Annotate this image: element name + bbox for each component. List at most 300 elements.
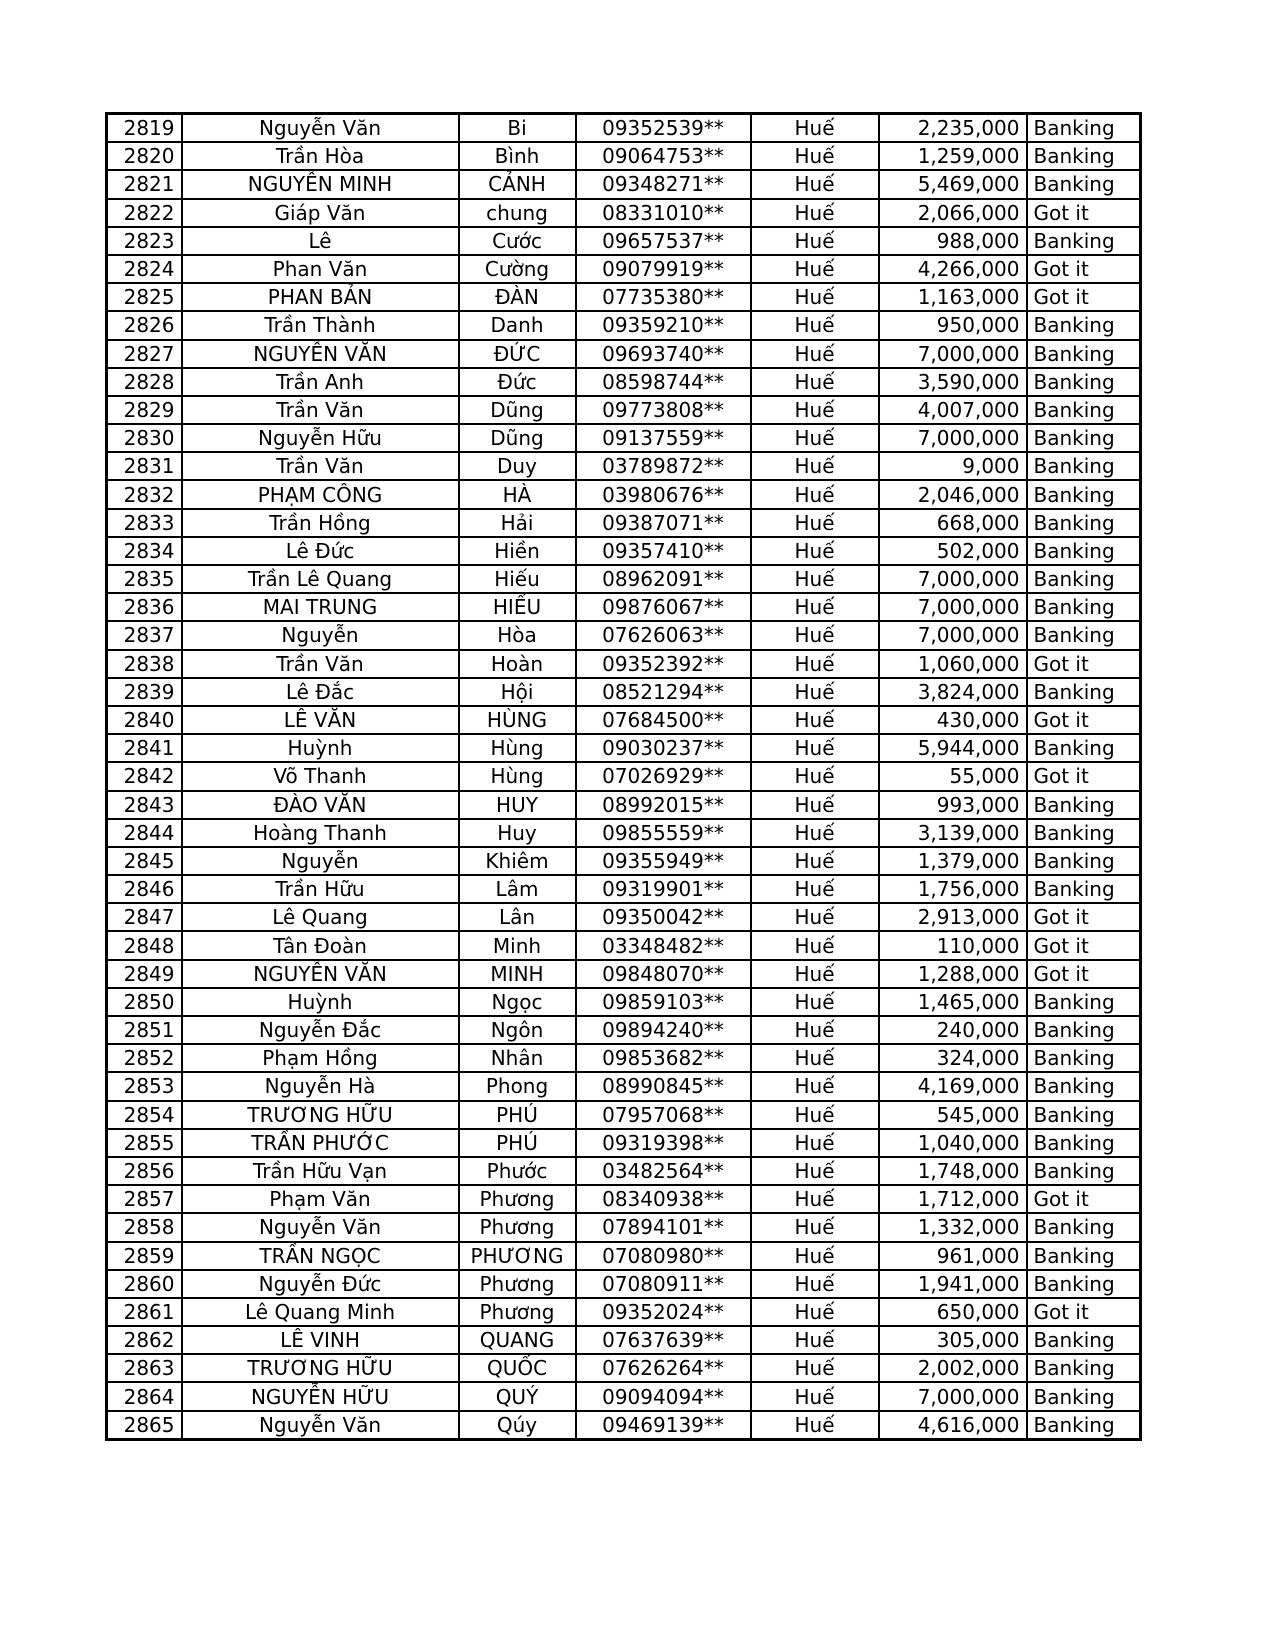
first-name: Phước [459,1157,576,1185]
row-number: 2850 [107,988,182,1016]
last-middle-name: Trần Hữu [182,875,459,903]
row-number: 2840 [107,706,182,734]
amount: 55,000 [879,762,1027,790]
province: Huế [751,650,879,678]
amount: 1,756,000 [879,875,1027,903]
first-name: Lân [459,903,576,931]
table-row [107,734,1141,762]
first-name: Dũng [459,424,576,452]
table-row [107,1354,1141,1382]
phone-masked: 09357410** [576,537,751,565]
phone-masked: 09137559** [576,424,751,452]
amount: 430,000 [879,706,1027,734]
phone-masked: 09319901** [576,875,751,903]
table-row [107,1270,1141,1298]
row-number: 2831 [107,452,182,480]
province: Huế [751,170,879,198]
province: Huế [751,509,879,537]
amount: 305,000 [879,1326,1027,1354]
amount: 240,000 [879,1016,1027,1044]
amount: 1,259,000 [879,142,1027,170]
last-middle-name: LÊ VĂN [182,706,459,734]
row-number: 2845 [107,847,182,875]
amount: 993,000 [879,791,1027,819]
amount: 1,465,000 [879,988,1027,1016]
table-row [107,1157,1141,1185]
table-row [107,960,1141,988]
last-middle-name: Nguyễn Hữu [182,424,459,452]
amount: 988,000 [879,227,1027,255]
province: Huế [751,988,879,1016]
last-middle-name: Tân Đoàn [182,931,459,959]
phone-masked: 07684500** [576,706,751,734]
payment-status: Banking [1027,1326,1141,1354]
payment-status: Banking [1027,1072,1141,1100]
province: Huế [751,1157,879,1185]
phone-masked: 09352539** [576,114,751,143]
row-number: 2856 [107,1157,182,1185]
row-number: 2852 [107,1044,182,1072]
province: Huế [751,311,879,339]
phone-masked: 09064753** [576,142,751,170]
phone-masked: 08598744** [576,368,751,396]
payment-status: Got it [1027,650,1141,678]
phone-masked: 03482564** [576,1157,751,1185]
row-number: 2855 [107,1129,182,1157]
last-middle-name: NGUYỄN VĂN [182,960,459,988]
phone-masked: 09773808** [576,396,751,424]
phone-masked: 09387071** [576,509,751,537]
last-middle-name: PHAN BẢN [182,283,459,311]
phone-masked: 07894101** [576,1213,751,1241]
table-row [107,1185,1141,1213]
first-name: HÙNG [459,706,576,734]
table-row [107,311,1141,339]
last-middle-name: Nguyễn Đức [182,1270,459,1298]
amount: 1,941,000 [879,1270,1027,1298]
payment-status: Banking [1027,396,1141,424]
payment-status: Banking [1027,1044,1141,1072]
amount: 1,163,000 [879,283,1027,311]
row-number: 2859 [107,1242,182,1270]
province: Huế [751,1072,879,1100]
province: Huế [751,255,879,283]
last-middle-name: Trần Thành [182,311,459,339]
last-middle-name: MAI TRUNG [182,593,459,621]
first-name: Hùng [459,762,576,790]
phone-masked: 08962091** [576,565,751,593]
phone-masked: 08990845** [576,1072,751,1100]
amount: 668,000 [879,509,1027,537]
amount: 7,000,000 [879,1382,1027,1410]
last-middle-name: NGUYỄN VĂN [182,340,459,368]
table-row [107,396,1141,424]
last-middle-name: PHẠM CÔNG [182,480,459,508]
phone-masked: 07626264** [576,1354,751,1382]
first-name: Phương [459,1213,576,1241]
province: Huế [751,1101,879,1129]
last-middle-name: Lê Đức [182,537,459,565]
province: Huế [751,396,879,424]
payment-status: Banking [1027,1270,1141,1298]
row-number: 2860 [107,1270,182,1298]
phone-masked: 09859103** [576,988,751,1016]
phone-masked: 09876067** [576,593,751,621]
last-middle-name: Trần Hữu Vạn [182,1157,459,1185]
province: Huế [751,537,879,565]
amount: 324,000 [879,1044,1027,1072]
row-number: 2824 [107,255,182,283]
amount: 2,066,000 [879,199,1027,227]
first-name: Đức [459,368,576,396]
row-number: 2851 [107,1016,182,1044]
phone-masked: 09469139** [576,1411,751,1440]
phone-masked: 09894240** [576,1016,751,1044]
row-number: 2865 [107,1411,182,1440]
payment-status: Banking [1027,1411,1141,1440]
province: Huế [751,931,879,959]
amount: 1,379,000 [879,847,1027,875]
last-middle-name: Nguyễn [182,847,459,875]
first-name: QUÝ [459,1382,576,1410]
last-middle-name: Phạm Văn [182,1185,459,1213]
amount: 1,288,000 [879,960,1027,988]
phone-masked: 08340938** [576,1185,751,1213]
phone-masked: 09094094** [576,1382,751,1410]
first-name: Danh [459,311,576,339]
phone-masked: 09853682** [576,1044,751,1072]
first-name: Khiêm [459,847,576,875]
row-number: 2842 [107,762,182,790]
payment-status: Got it [1027,931,1141,959]
phone-masked: 03348482** [576,931,751,959]
amount: 7,000,000 [879,565,1027,593]
phone-masked: 09657537** [576,227,751,255]
row-number: 2862 [107,1326,182,1354]
row-number: 2863 [107,1354,182,1382]
first-name: HIẾU [459,593,576,621]
first-name: Hòa [459,621,576,649]
province: Huế [751,762,879,790]
table-row [107,509,1141,537]
payment-status: Banking [1027,734,1141,762]
last-middle-name: Huỳnh [182,988,459,1016]
province: Huế [751,565,879,593]
table-row [107,847,1141,875]
payment-status: Banking [1027,621,1141,649]
province: Huế [751,791,879,819]
province: Huế [751,706,879,734]
phone-masked: 03980676** [576,480,751,508]
table-row [107,368,1141,396]
payment-status: Got it [1027,199,1141,227]
first-name: MINH [459,960,576,988]
last-middle-name: Lê [182,227,459,255]
first-name: Hùng [459,734,576,762]
row-number: 2854 [107,1101,182,1129]
last-middle-name: Nguyễn Văn [182,1411,459,1440]
province: Huế [751,734,879,762]
phone-masked: 09848070** [576,960,751,988]
row-number: 2820 [107,142,182,170]
amount: 650,000 [879,1298,1027,1326]
last-middle-name: Trần Văn [182,396,459,424]
row-number: 2823 [107,227,182,255]
table-row [107,227,1141,255]
amount: 545,000 [879,1101,1027,1129]
table-row [107,678,1141,706]
table-row [107,1016,1141,1044]
province: Huế [751,227,879,255]
first-name: chung [459,199,576,227]
last-middle-name: TRƯƠNG HỮU [182,1354,459,1382]
payment-status: Banking [1027,424,1141,452]
amount: 7,000,000 [879,424,1027,452]
last-middle-name: Hoàng Thanh [182,819,459,847]
table-row [107,1129,1141,1157]
phone-masked: 07080980** [576,1242,751,1270]
amount: 4,169,000 [879,1072,1027,1100]
last-middle-name: Trần Văn [182,650,459,678]
last-middle-name: NGUYỄN MINH [182,170,459,198]
payment-status: Banking [1027,1213,1141,1241]
table-row [107,1242,1141,1270]
row-number: 2848 [107,931,182,959]
table-row [107,142,1141,170]
phone-masked: 07957068** [576,1101,751,1129]
province: Huế [751,1185,879,1213]
table-row [107,424,1141,452]
amount: 4,266,000 [879,255,1027,283]
province: Huế [751,340,879,368]
phone-masked: 07637639** [576,1326,751,1354]
amount: 961,000 [879,1242,1027,1270]
first-name: Phong [459,1072,576,1100]
first-name: Phương [459,1298,576,1326]
first-name: Phương [459,1185,576,1213]
phone-masked: 07626063** [576,621,751,649]
first-name: HUY [459,791,576,819]
row-number: 2828 [107,368,182,396]
first-name: Duy [459,452,576,480]
table-row [107,1044,1141,1072]
first-name: Minh [459,931,576,959]
amount: 7,000,000 [879,621,1027,649]
row-number: 2857 [107,1185,182,1213]
table-row [107,988,1141,1016]
amount: 5,469,000 [879,170,1027,198]
row-number: 2830 [107,424,182,452]
amount: 1,060,000 [879,650,1027,678]
table-row [107,1213,1141,1241]
row-number: 2835 [107,565,182,593]
province: Huế [751,424,879,452]
table-body [107,114,1141,1440]
province: Huế [751,368,879,396]
amount: 3,139,000 [879,819,1027,847]
last-middle-name: Nguyễn Văn [182,1213,459,1241]
payment-status: Got it [1027,283,1141,311]
payment-status: Banking [1027,1101,1141,1129]
payment-status: Banking [1027,227,1141,255]
province: Huế [751,1242,879,1270]
table-row [107,875,1141,903]
row-number: 2825 [107,283,182,311]
first-name: Hiếu [459,565,576,593]
table-row [107,621,1141,649]
phone-masked: 09352392** [576,650,751,678]
table-row [107,1298,1141,1326]
row-number: 2837 [107,621,182,649]
phone-masked: 09348271** [576,170,751,198]
amount: 5,944,000 [879,734,1027,762]
payment-status: Banking [1027,988,1141,1016]
province: Huế [751,1298,879,1326]
first-name: CẢNH [459,170,576,198]
province: Huế [751,283,879,311]
last-middle-name: Trần Lê Quang [182,565,459,593]
row-number: 2836 [107,593,182,621]
payment-status: Banking [1027,340,1141,368]
table-row [107,650,1141,678]
first-name: Huy [459,819,576,847]
row-number: 2822 [107,199,182,227]
payment-status: Banking [1027,170,1141,198]
phone-masked: 08992015** [576,791,751,819]
first-name: Bi [459,114,576,143]
province: Huế [751,1129,879,1157]
row-number: 2846 [107,875,182,903]
table-row [107,931,1141,959]
row-number: 2834 [107,537,182,565]
last-middle-name: Trần Hồng [182,509,459,537]
table-row [107,1411,1141,1440]
table-row [107,480,1141,508]
amount: 3,824,000 [879,678,1027,706]
table-row [107,1072,1141,1100]
last-middle-name: Võ Thanh [182,762,459,790]
last-middle-name: NGUYỄN HỮU [182,1382,459,1410]
last-middle-name: Nguyễn Đắc [182,1016,459,1044]
payment-status: Got it [1027,255,1141,283]
province: Huế [751,847,879,875]
table-row [107,819,1141,847]
first-name: Hiền [459,537,576,565]
phone-masked: 09079919** [576,255,751,283]
last-middle-name: TRẦN NGỌC [182,1242,459,1270]
amount: 950,000 [879,311,1027,339]
payment-status: Banking [1027,819,1141,847]
province: Huế [751,593,879,621]
province: Huế [751,480,879,508]
amount: 9,000 [879,452,1027,480]
first-name: Cường [459,255,576,283]
last-middle-name: Trần Văn [182,452,459,480]
payment-status: Banking [1027,1129,1141,1157]
table-row [107,1382,1141,1410]
last-middle-name: ĐÀO VĂN [182,791,459,819]
phone-masked: 09352024** [576,1298,751,1326]
province: Huế [751,1213,879,1241]
first-name: ĐÀN [459,283,576,311]
row-number: 2829 [107,396,182,424]
amount: 3,590,000 [879,368,1027,396]
first-name: Lâm [459,875,576,903]
first-name: HÀ [459,480,576,508]
phone-masked: 09855559** [576,819,751,847]
payment-status: Got it [1027,706,1141,734]
table-row [107,1101,1141,1129]
table-row [107,903,1141,931]
province: Huế [751,875,879,903]
amount: 1,748,000 [879,1157,1027,1185]
phone-masked: 07080911** [576,1270,751,1298]
last-middle-name: Trần Hòa [182,142,459,170]
payment-status: Banking [1027,791,1141,819]
payment-status: Banking [1027,593,1141,621]
province: Huế [751,114,879,143]
first-name: Qúy [459,1411,576,1440]
amount: 4,007,000 [879,396,1027,424]
phone-masked: 08521294** [576,678,751,706]
table-row [107,1326,1141,1354]
row-number: 2853 [107,1072,182,1100]
row-number: 2832 [107,480,182,508]
phone-masked: 09030237** [576,734,751,762]
amount: 7,000,000 [879,593,1027,621]
table-row [107,452,1141,480]
table-row [107,114,1141,143]
payment-status: Got it [1027,903,1141,931]
payment-status: Got it [1027,1185,1141,1213]
amount: 2,046,000 [879,480,1027,508]
payment-status: Banking [1027,1354,1141,1382]
first-name: Hải [459,509,576,537]
first-name: Phương [459,1270,576,1298]
payment-status: Banking [1027,1242,1141,1270]
amount: 7,000,000 [879,340,1027,368]
row-number: 2839 [107,678,182,706]
last-middle-name: Nguyễn [182,621,459,649]
row-number: 2849 [107,960,182,988]
last-middle-name: Huỳnh [182,734,459,762]
first-name: PHƯƠNG [459,1242,576,1270]
row-number: 2841 [107,734,182,762]
row-number: 2844 [107,819,182,847]
payment-status: Banking [1027,509,1141,537]
amount: 1,712,000 [879,1185,1027,1213]
payment-status: Got it [1027,1298,1141,1326]
amount: 4,616,000 [879,1411,1027,1440]
row-number: 2826 [107,311,182,339]
amount: 2,235,000 [879,114,1027,143]
phone-masked: 09359210** [576,311,751,339]
province: Huế [751,819,879,847]
payment-status: Banking [1027,142,1141,170]
row-number: 2843 [107,791,182,819]
table-row [107,199,1141,227]
province: Huế [751,1354,879,1382]
row-number: 2847 [107,903,182,931]
first-name: Ngọc [459,988,576,1016]
payout-table [105,112,1142,1441]
province: Huế [751,199,879,227]
first-name: QUANG [459,1326,576,1354]
province: Huế [751,1044,879,1072]
province: Huế [751,1382,879,1410]
amount: 1,040,000 [879,1129,1027,1157]
payment-status: Banking [1027,114,1141,143]
